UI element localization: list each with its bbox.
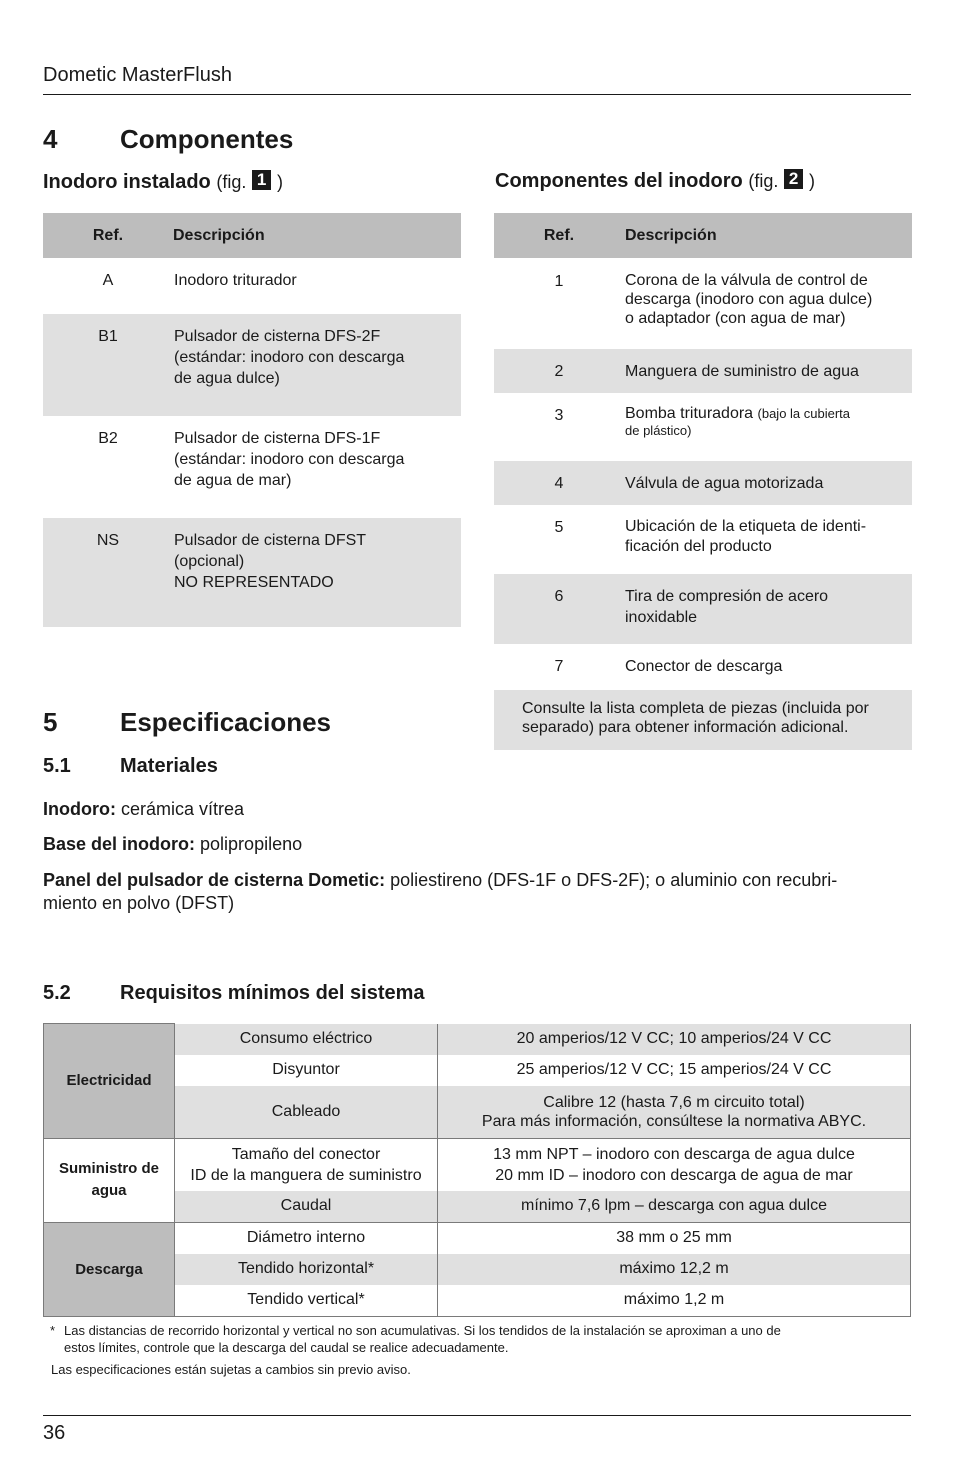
toilet-col-desc: Descripción <box>624 213 912 258</box>
table-row: 3 Bomba trituradora (bajo la cubierta de plástico) <box>554 405 851 438</box>
table-row: 7 Conector de descarga <box>554 658 783 675</box>
table-row: B1 Pulsador de cisterna DFS-2F (estándar: inodoro con descarga de agua dulce) <box>43 314 461 416</box>
toilet-col-ref: Ref. <box>494 213 624 258</box>
section-5-1-heading: 5.1 Materiales <box>43 755 218 777</box>
category-discharge: Descarga <box>44 1222 175 1316</box>
table-row: Tendido vertical* máximo 1,2 m <box>44 1285 911 1317</box>
table-row: Caudal mínimo 7,6 lpm – descarga con agua dulce <box>44 1191 911 1223</box>
installed-col-desc: Descripción <box>173 213 461 258</box>
table-row: 6 Tira de compresión de acero inoxidable <box>494 574 912 644</box>
footnote-text: Las distancias de recorrido horizontal y vertical no son acumulativas. Si los tendidos de la instalación se aproximan a uno de estos límites, controle que la descarga del caudal se realice adecuadamente. <box>64 1323 781 1355</box>
table-row: Cableado Calibre 12 (hasta 7,6 m circuito total) Para más información, consúltese la normativa ABYC. <box>44 1086 911 1139</box>
system-requirements-table <box>43 1023 911 1317</box>
table-row: B2 Pulsador de cisterna DFS-1F (estándar: inodoro con descarga de agua de mar) <box>98 430 405 489</box>
installed-caption: Inodoro instalado (fig. 1 ) <box>43 170 283 193</box>
toilet-components-caption: Componentes del inodoro (fig. 2 ) <box>495 169 815 192</box>
installed-col-ref: Ref. <box>43 213 173 258</box>
figure-1-marker: 1 <box>252 170 271 190</box>
toilet-components-table <box>494 213 912 750</box>
table-row: A Inodoro triturador <box>102 272 297 289</box>
footnote-notice: Las especificaciones están sujetas a cambios sin previo aviso. <box>51 1362 411 1377</box>
footer-rule <box>43 1415 911 1416</box>
section-5-2-heading: 5.2 Requisitos mínimos del sistema <box>43 982 425 1004</box>
table-row: Tendido horizontal* máximo 12,2 m <box>44 1254 911 1285</box>
page-number: 36 <box>43 1422 66 1444</box>
table-row: Disyuntor 25 amperios/12 V CC; 15 amperios/24 V CC <box>44 1055 911 1086</box>
table-row: Descarga Diámetro interno 38 mm o 25 mm <box>44 1222 911 1254</box>
material-panel: Panel del pulsador de cisterna Dometic: poliestireno (DFS-1F o DFS-2F); o aluminio con recubri- miento en polvo (DFST) <box>43 870 838 913</box>
section-5-heading: 5 Especificaciones <box>43 707 331 737</box>
section-4-heading: 4 Componentes <box>43 124 294 154</box>
material-base: Base del inodoro: polipropileno <box>43 834 303 854</box>
table-row: 2 Manguera de suministro de agua <box>494 349 912 393</box>
table-row: 1 Corona de la válvula de control de descarga (inodoro con agua dulce) o adaptador (con agua de mar) <box>554 272 873 327</box>
installed-table <box>43 213 461 627</box>
footnote-asterisk: * <box>50 1323 56 1338</box>
document-header-title: Dometic MasterFlush <box>43 64 232 86</box>
table-row: Electricidad Consumo eléctrico 20 amperios/12 V CC; 10 amperios/24 V CC <box>44 1024 911 1055</box>
header-rule <box>43 94 911 95</box>
category-water-supply: Suministro de agua <box>44 1138 175 1222</box>
figure-2-marker: 2 <box>784 169 803 189</box>
table-row: NS Pulsador de cisterna DFST (opcional) NO REPRESENTADO <box>43 518 461 627</box>
table-row: 4 Válvula de agua motorizada <box>494 461 912 505</box>
category-electricity: Electricidad <box>44 1024 175 1139</box>
table-note-row: Consulte la lista completa de piezas (incluida por separado) para obtener información adicional. <box>494 690 912 750</box>
table-row: Suministro de agua Tamaño del conector ID de la manguera de suministro 13 mm NPT – inodoro con descarga de agua dulce 20 mm ID – inodoro con descarga de agua de mar <box>44 1138 911 1191</box>
table-row: 5 Ubicación de la etiqueta de identi- ficación del producto <box>554 518 867 555</box>
material-toilet: Inodoro: cerámica vítrea <box>43 799 245 819</box>
